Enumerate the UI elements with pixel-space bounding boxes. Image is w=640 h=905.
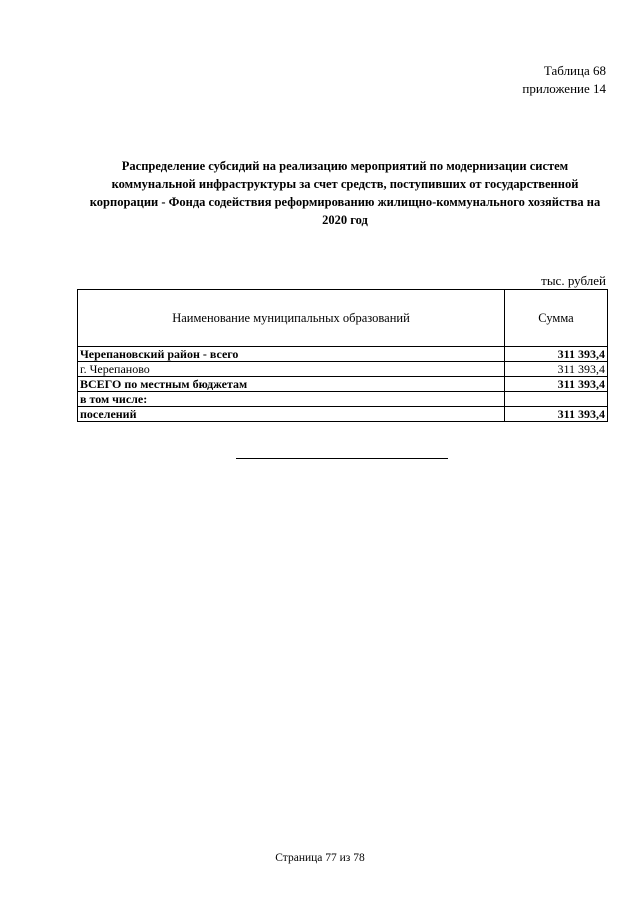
appendix-label: приложение 14 xyxy=(522,81,606,96)
column-header-sum: Сумма xyxy=(505,290,608,347)
row-name: в том числе: xyxy=(78,392,505,407)
table-row xyxy=(78,407,608,422)
units-label: тыс. рублей xyxy=(541,273,606,288)
row-name: Черепановский район - всего xyxy=(78,347,505,362)
row-name: поселений xyxy=(78,407,505,422)
subsidy-table xyxy=(77,289,608,422)
table-row xyxy=(78,392,608,407)
column-header-name: Наименование муниципальных образований xyxy=(78,290,505,347)
row-value: 311 393,4 xyxy=(505,377,608,392)
row-name: ВСЕГО по местным бюджетам xyxy=(78,377,505,392)
table-row xyxy=(78,347,608,362)
page-number: Страница 77 из 78 xyxy=(275,852,365,864)
separator-line xyxy=(236,458,448,459)
row-value: 311 393,4 xyxy=(505,347,608,362)
row-value: 311 393,4 xyxy=(505,362,608,377)
document-title: Распределение субсидий на реализацию мероприятий по модернизации систем коммунальной инфраструктуры за счет средств, поступивших от государственной корпорации - Фонда содействия реформированию жилищно-коммунального хозяйства на 2020 год xyxy=(89,159,601,227)
row-value xyxy=(505,392,608,407)
table-header xyxy=(522,62,606,98)
row-value: 311 393,4 xyxy=(505,407,608,422)
row-name: г. Черепаново xyxy=(78,362,505,377)
table-row xyxy=(78,362,608,377)
table-number-label: Таблица 68 xyxy=(543,63,606,78)
table-header-row xyxy=(78,290,608,347)
table-row xyxy=(78,377,608,392)
